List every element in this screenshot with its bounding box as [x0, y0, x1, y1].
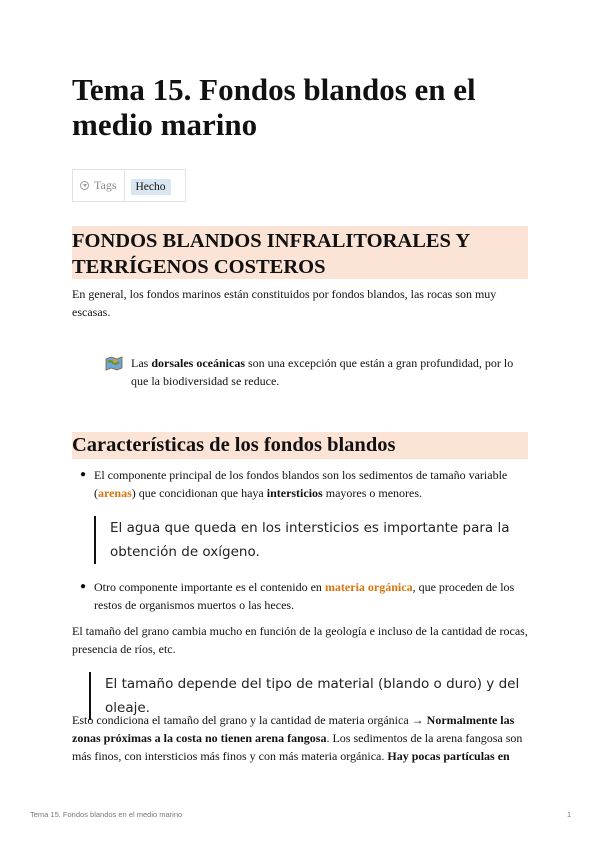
tags-property [73, 170, 125, 201]
tag-badge[interactable]: Hecho [131, 179, 171, 195]
select-property-icon [80, 181, 89, 190]
callout-text: Las dorsales oceánicas son una excepción que están a gran profundidad, por lo que la biodiversidad se reduce. [131, 356, 514, 388]
paragraph: El tamaño del grano cambia mucho en función de la geología e incluso de la cantidad de rocas, presencia de ríos, etc. [72, 624, 528, 656]
callout [105, 354, 515, 390]
list-item [80, 466, 528, 502]
list-item [80, 578, 528, 614]
intro-paragraph: En general, los fondos marinos están constituidos por fondos blandos, las rocas son muy escasas. [72, 287, 497, 319]
section-heading-caracteristicas: Características de los fondos blandos [72, 432, 528, 459]
footer-title: Tema 15. Fondos blandos en el medio marino [30, 810, 183, 819]
map-emoji-icon [105, 354, 123, 372]
list-item-text: El componente principal de los fondos blandos son los sedimentos de tamaño variable (arenas) que concidionan que haya intersticios mayores o menores. [94, 468, 508, 500]
quote-block: El tamaño depende del tipo de material (blando o duro) y del oleaje. [89, 672, 535, 720]
page-title: Tema 15. Fondos blandos en el medio marino [72, 72, 476, 142]
list-item-text: Otro componente importante es el contenido en materia orgánica, que proceden de los restos de organismos muertos o las heces. [94, 580, 515, 612]
bullet-icon: ● [80, 581, 87, 592]
properties-table [72, 169, 186, 202]
paragraph: Esto condiciona el tamaño del grano y la cantidad de materia orgánica → Normalmente las zonas próximas a la costa no tienen arena fangosa. Los sedimentos de la arena fangosa son más finos, con intersticios más finos y con más materia orgánica. Hay pocas partículas en [72, 713, 523, 763]
tags-label: Tags [94, 178, 117, 192]
quote-block: El agua que queda en los intersticios es importante para la obtención de oxígeno. [94, 516, 530, 564]
page-number: 1 [567, 810, 572, 819]
section-heading-fondos-blandos: FONDOS BLANDOS INFRALITORALES Y TERRÍGENOS COSTEROS [72, 226, 528, 279]
bullet-icon: ● [80, 469, 87, 480]
